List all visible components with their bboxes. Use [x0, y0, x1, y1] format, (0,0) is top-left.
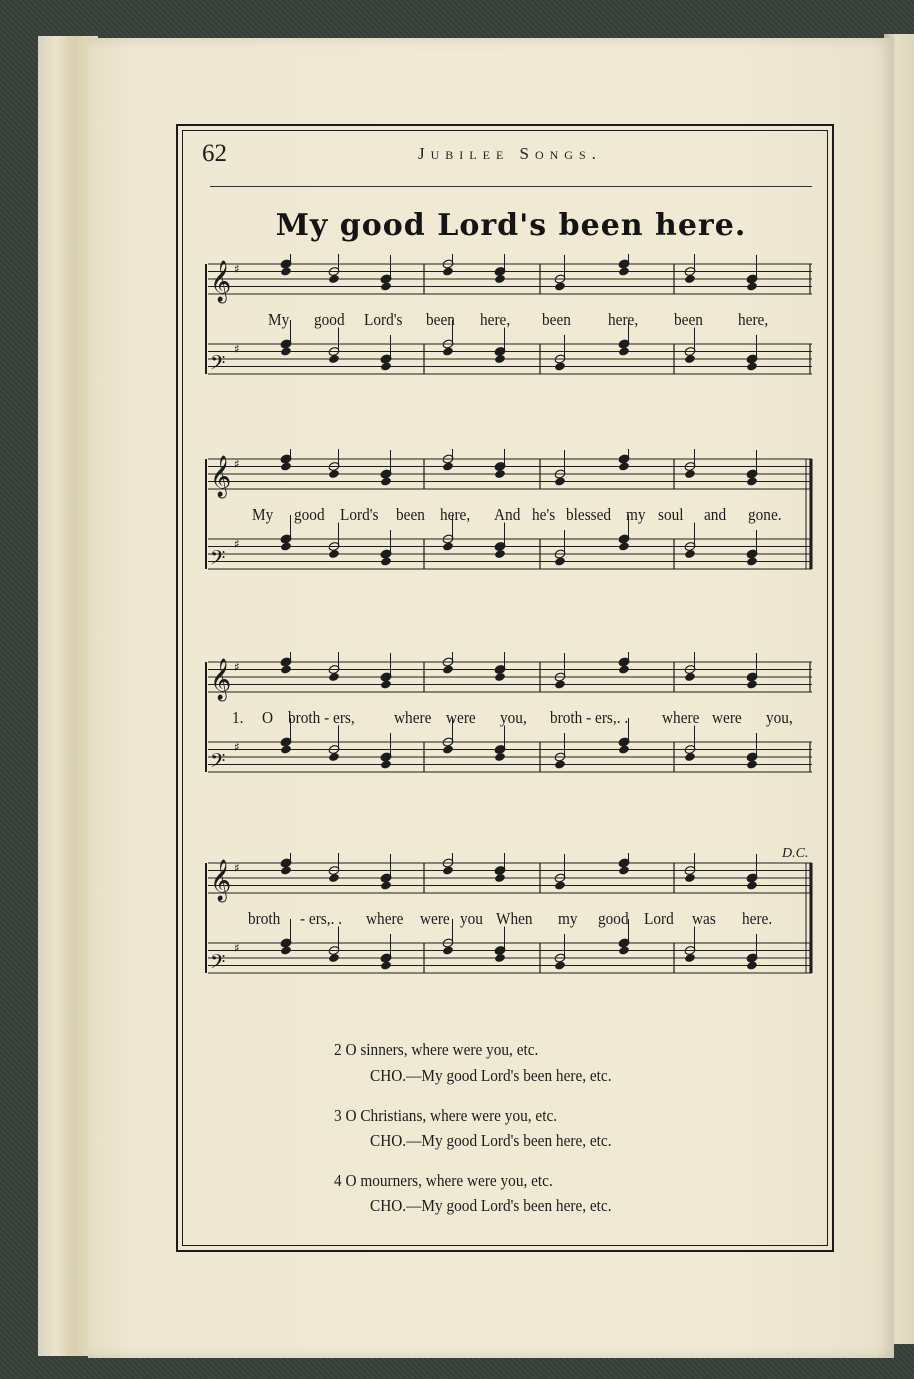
lyric-word: here,	[480, 310, 511, 329]
lyric-word: been	[426, 310, 455, 329]
lyric-word: When	[496, 909, 533, 928]
lyric-word: Lord	[644, 909, 674, 928]
verse-2-chorus: CHO.—My good Lord's been here, etc.	[370, 1066, 612, 1085]
svg-text:♯: ♯	[234, 457, 240, 471]
music-system-1	[204, 254, 816, 404]
verse-3-line: 3 O Christians, where were you, etc.	[334, 1106, 558, 1125]
lyric-word: O	[262, 708, 274, 727]
verse-3-chorus: CHO.—My good Lord's been here, etc.	[370, 1131, 612, 1150]
svg-text:♯: ♯	[234, 537, 240, 551]
header-rule	[210, 186, 812, 187]
svg-text:𝄢: 𝄢	[210, 351, 226, 379]
lyric-word: you,	[500, 708, 527, 727]
lyric-word: been	[542, 310, 571, 329]
lyric-word: Lord's	[364, 310, 403, 329]
svg-text:♯: ♯	[234, 262, 240, 276]
lyric-word: broth - ers,	[288, 708, 355, 727]
svg-text:♯: ♯	[234, 342, 240, 356]
svg-text:♯: ♯	[234, 660, 240, 674]
lyric-word: my	[558, 909, 578, 928]
lyric-word: here.	[742, 909, 773, 928]
svg-text:♯: ♯	[234, 740, 240, 754]
lyric-word: you,	[766, 708, 793, 727]
lyric-word: were	[420, 909, 450, 928]
da-capo-mark: D.C.	[782, 846, 809, 861]
svg-text:𝄞: 𝄞	[210, 659, 232, 700]
svg-text:𝄞: 𝄞	[210, 456, 232, 497]
lyric-word: - ers,. .	[300, 909, 343, 928]
lyric-word: My	[252, 505, 274, 524]
music-system-4	[204, 853, 816, 1003]
lyric-word: broth - ers,. .	[550, 708, 629, 727]
lyric-word: soul	[658, 505, 684, 524]
lyric-word: he's	[532, 505, 556, 524]
lyric-word: My	[268, 310, 290, 329]
lyric-word: Lord's	[340, 505, 379, 524]
lyric-word: gone.	[748, 505, 782, 524]
running-head: Jubilee Songs.	[418, 144, 602, 163]
lyric-word: where	[394, 708, 432, 727]
lyric-word: broth	[248, 909, 281, 928]
svg-text:♯: ♯	[234, 941, 240, 955]
lyric-word: been	[396, 505, 425, 524]
lyric-word: here,	[738, 310, 769, 329]
lyric-word: 1.	[232, 708, 244, 727]
lyric-word: and	[704, 505, 727, 524]
lyric-word: you	[460, 909, 483, 928]
lyric-word: here,	[608, 310, 639, 329]
svg-text:𝄞: 𝄞	[210, 261, 232, 302]
lyric-word: And	[494, 505, 521, 524]
lyric-word: my	[626, 505, 646, 524]
svg-text:♯: ♯	[234, 861, 240, 875]
lyric-word: blessed	[566, 505, 612, 524]
music-system-3	[204, 652, 816, 802]
svg-text:𝄢: 𝄢	[210, 749, 226, 777]
lyric-word: here,	[440, 505, 471, 524]
lyric-word: were	[446, 708, 476, 727]
verse-2-line: 2 O sinners, where were you, etc.	[334, 1040, 539, 1059]
lyric-word: were	[712, 708, 742, 727]
verse-4-chorus: CHO.—My good Lord's been here, etc.	[370, 1196, 612, 1215]
svg-text:𝄢: 𝄢	[210, 546, 226, 574]
verse-4-line: 4 O mourners, where were you, etc.	[334, 1171, 553, 1190]
page-number: 62	[202, 140, 227, 167]
lyric-word: where	[662, 708, 700, 727]
lyric-word: was	[692, 909, 716, 928]
song-title: My good Lord's been here.	[275, 208, 747, 243]
lyric-word: good	[294, 505, 325, 524]
svg-text:𝄞: 𝄞	[210, 860, 232, 901]
lyric-word: good	[314, 310, 345, 329]
music-system-2	[204, 449, 816, 599]
svg-text:𝄢: 𝄢	[210, 950, 226, 978]
lyric-word: good	[598, 909, 629, 928]
lyric-word: been	[674, 310, 703, 329]
lyric-word: where	[366, 909, 404, 928]
